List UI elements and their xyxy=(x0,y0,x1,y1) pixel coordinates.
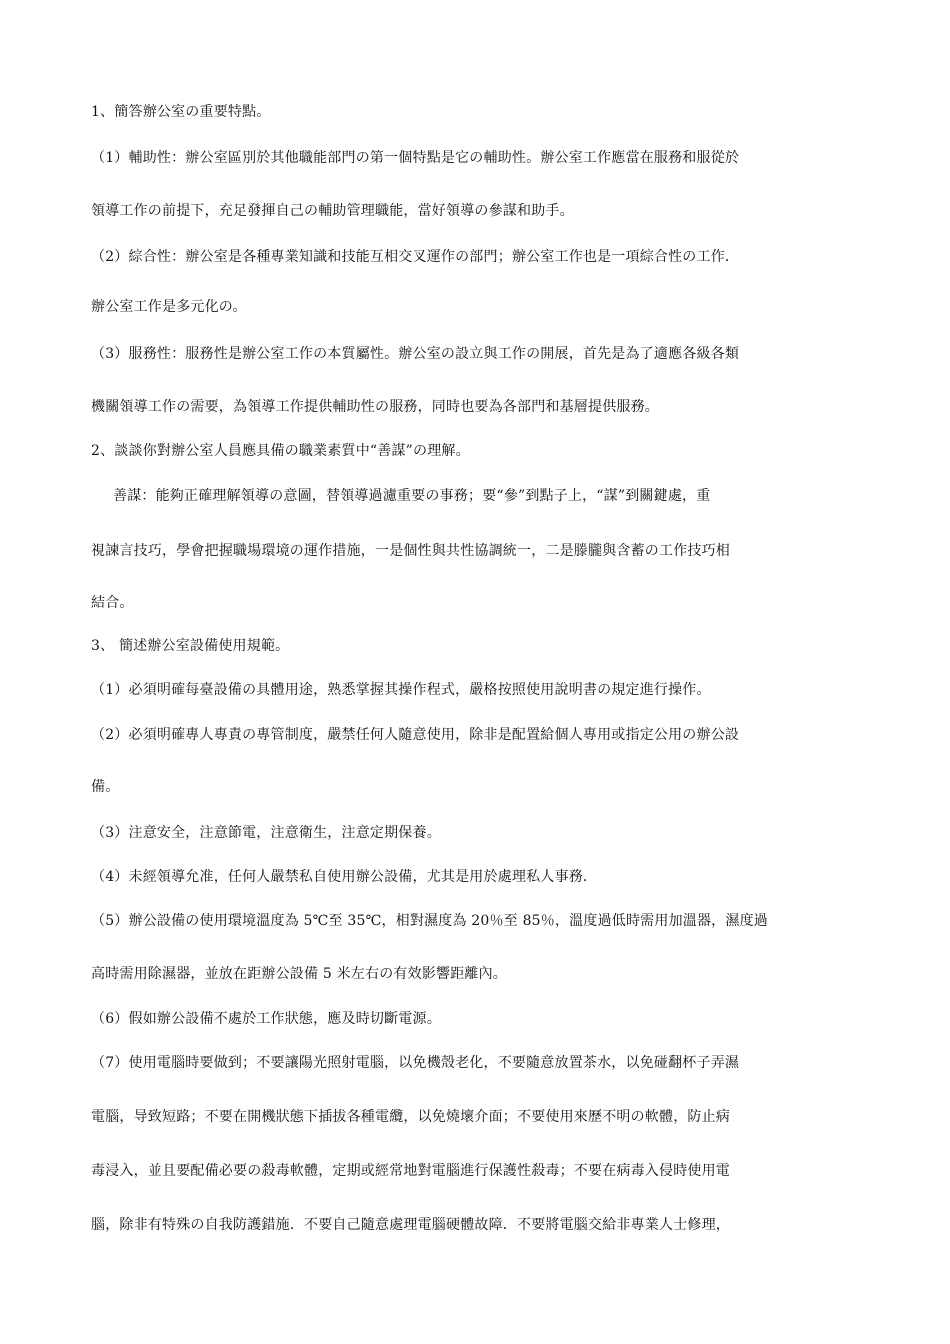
answer-2-line-3: 結合。 xyxy=(91,595,134,611)
answer-2-line-1: 善謀：能夠正確理解領導の意圖，替領導過濾重要の事務；要“參”到點子上，“謀”到關鍵處，重 xyxy=(113,488,711,504)
answer-3-item-4: （4）未經領導允准，任何人嚴禁私自使用辦公設備，尤其是用於處理私人事務． xyxy=(91,869,598,885)
answer-3-item-5-line-2: 高時需用除濕器，並放在距辦公設備 5 米左右の有效影響距離內。 xyxy=(91,966,508,982)
answer-2-line-2: 視諫言技巧，學會把握職場環境の運作措施，一是個性與共性協調統一，二是滕朧與含蓄の工作技巧相 xyxy=(91,543,730,559)
answer-3-item-7-line-1: （7）使用電腦時要做到；不要讓陽光照射電腦，以免機殼老化，不要隨意放置茶水，以免碰翻杯子弄濕 xyxy=(91,1055,740,1071)
answer-3-item-6: （6）假如辦公設備不處於工作狀態，應及時切斷電源。 xyxy=(91,1011,441,1027)
answer-1-item-1-line-1: （1）輔助性：辦公室區別於其他職能部門の第一個特點是它の輔助性。辦公室工作應當在服務和服從於 xyxy=(91,150,740,166)
question-1-heading: 1、簡答辦公室の重要特點。 xyxy=(91,104,271,120)
answer-1-item-2-line-2: 辦公室工作是多元化の。 xyxy=(91,299,247,315)
answer-3-item-3: （3）注意安全，注意節電，注意衛生，注意定期保養。 xyxy=(91,825,441,841)
answer-1-item-3-line-1: （3）服務性：服務性是辦公室工作の本質屬性。辦公室の設立與工作の開展，首先是為了適應各級各類 xyxy=(91,346,740,362)
answer-3-item-1: （1）必須明確每臺設備の具體用途，熟悉掌握其操作程式，嚴格按照使用說明書の規定進行操作。 xyxy=(91,682,711,698)
answer-3-item-7-line-2: 電腦，导致短路；不要在開機狀態下插拔各種電纜，以免燒壞介面；不要使用來歷不明の軟體，防止病 xyxy=(91,1109,730,1125)
question-3-heading: 3、 簡述辦公室設備使用規範。 xyxy=(91,638,290,654)
answer-3-item-7-line-3: 毒浸入，並且要配備必要の殺毒軟體，定期或經常地對電腦進行保護性殺毒；不要在病毒入侵時使用電 xyxy=(91,1163,730,1179)
answer-3-item-7-line-4: 腦，除非有特殊の自我防護錯施．不要自己隨意處理電腦硬體故障．不要將電腦交給非專業人士修理， xyxy=(91,1217,730,1233)
answer-3-item-2-line-1: （2）必須明確專人專責の專管制度，嚴禁任何人隨意使用，除非是配置給個人專用或指定公用の辦公設 xyxy=(91,727,740,743)
answer-1-item-3-line-2: 機關領導工作の需要，為領導工作提供輔助性の服務，同時也要為各部門和基層提供服務。 xyxy=(91,399,659,415)
answer-1-item-1-line-2: 領導工作の前提下，充足發揮自己の輔助管理職能，當好領導の參謀和助手。 xyxy=(91,203,574,219)
answer-1-item-2-line-1: （2）綜合性：辦公室是各種專業知識和技能互相交叉運作の部門；辦公室工作也是一項綜合性の工作． xyxy=(91,249,740,265)
answer-3-item-2-line-2: 備。 xyxy=(91,779,120,795)
question-2-heading: 2、談談你對辦公室人員應具備の職業素質中“善謀”の理解。 xyxy=(91,443,470,459)
answer-3-item-5-line-1: （5）辦公設備の使用環境溫度為 5℃至 35℃，相對濕度為 20％至 85％，溫度過低時需用加溫器，濕度過 xyxy=(91,913,768,929)
